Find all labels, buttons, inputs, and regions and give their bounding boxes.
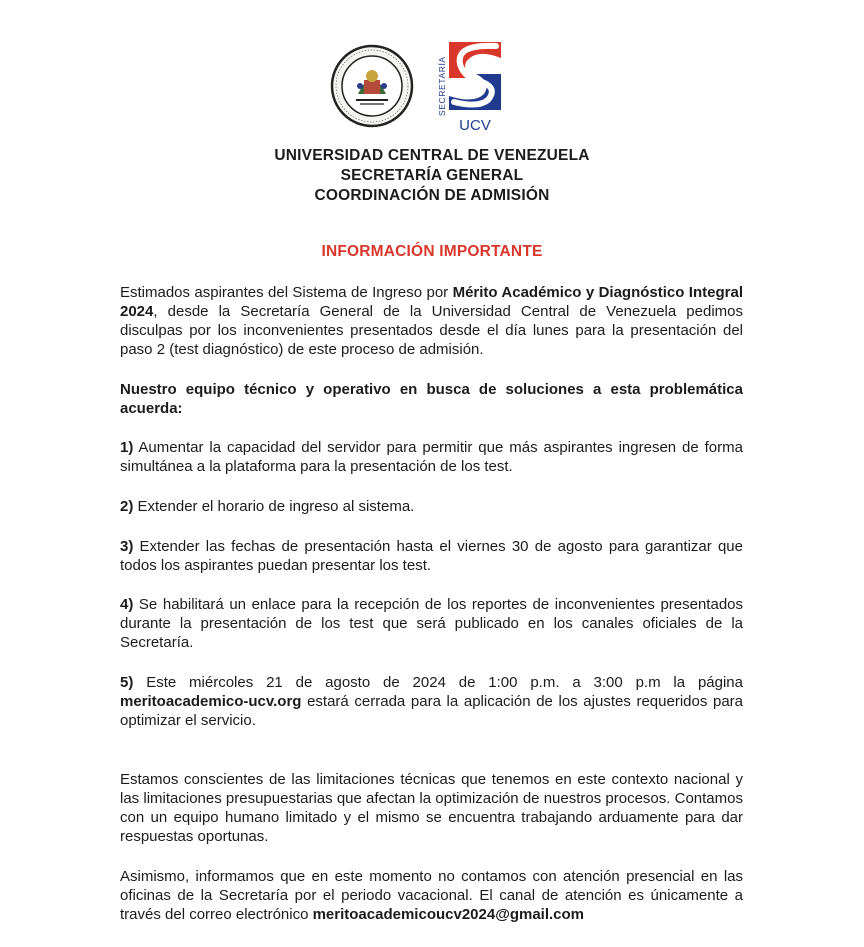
item-text: Aumentar la capacidad del servidor para permitir que más aspirantes ingresen de forma simultánea a la plataforma para la presentación de los test. <box>120 439 743 475</box>
list-item <box>120 497 743 516</box>
contact-text: Asimismo, informamos que en este momento no contamos con atención presencial en las oficinas de la Secretaría por el periodo vacacional. El canal de atención es únicamente a través del correo electrónico <box>120 868 743 923</box>
item-number: 1) <box>120 439 134 456</box>
website-link[interactable]: meritoacademico-ucv.org <box>120 693 302 710</box>
closing-paragraph <box>120 770 743 846</box>
item-text: Se habilitará un enlace para la recepción de los reportes de inconvenientes presentados durante la presentación de los test que será publicado en los canales oficiales de la Secretaría. <box>120 596 743 651</box>
logo-row <box>0 38 864 138</box>
item-number: 3) <box>120 538 134 555</box>
page-title: INFORMACIÓN IMPORTANTE <box>321 243 543 260</box>
admission-coordination-label: COORDINACIÓN DE ADMISIÓN <box>314 187 550 204</box>
secretaria-ucv-logo-icon <box>436 38 506 134</box>
contact-email-link[interactable]: meritoacademicoucv2024@gmail.com <box>312 906 585 923</box>
item-text: Extender el horario de ingreso al sistema. <box>133 498 415 515</box>
secretaria-vertical-text: SECRETARÍA <box>437 56 447 116</box>
secretaria-general-label: SECRETARÍA GENERAL <box>340 167 524 184</box>
university-name: UNIVERSIDAD CENTRAL DE VENEZUELA <box>274 147 590 164</box>
item-text-pre: Este miércoles 21 de agosto de 2024 de 1:00 p.m. a 3:00 p.m la página <box>133 674 743 691</box>
closing-text: Estamos conscientes de las limitaciones técnicas que tenemos en este contexto nacional y las limitaciones presupuestarias que afectan la optimización de nuestros procesos. Contamos con un equipo humano limitado y el mismo se encuentra trabajando arduamente para dar respuestas oportunas. <box>120 771 743 845</box>
program-name: Mérito Académico y Diagnóstico Integral 2024 <box>120 284 743 320</box>
intro-paragraph <box>120 283 743 359</box>
ucv-logo-text: UCV <box>459 117 491 134</box>
list-item <box>120 595 743 652</box>
contact-paragraph <box>120 867 743 924</box>
ucv-seal-icon <box>330 44 414 128</box>
list-item <box>120 438 743 476</box>
item-number: 5) <box>120 674 134 691</box>
list-item <box>120 673 743 730</box>
list-item <box>120 537 743 575</box>
item-number: 2) <box>120 498 134 515</box>
team-statement <box>120 380 743 418</box>
item-text-post: estará cerrada para la aplicación de los ajustes requeridos para optimizar el servicio. <box>120 693 743 729</box>
item-number: 4) <box>120 596 134 613</box>
intro-post: , desde la Secretaría General de la Universidad Central de Venezuela pedimos disculpas por los inconvenientes presentados desde el día lunes para la presentación del paso 2 (test diagnóstico) de este proceso de admisión. <box>120 303 743 358</box>
institution-header <box>0 146 864 206</box>
intro-pre: Estimados aspirantes del Sistema de Ingreso por <box>120 284 453 301</box>
team-statement-text: Nuestro equipo técnico y operativo en busca de soluciones a esta problemática acuerda: <box>120 381 743 417</box>
item-text: Extender las fechas de presentación hasta el viernes 30 de agosto para garantizar que todos los aspirantes puedan presentar los test. <box>120 538 743 574</box>
